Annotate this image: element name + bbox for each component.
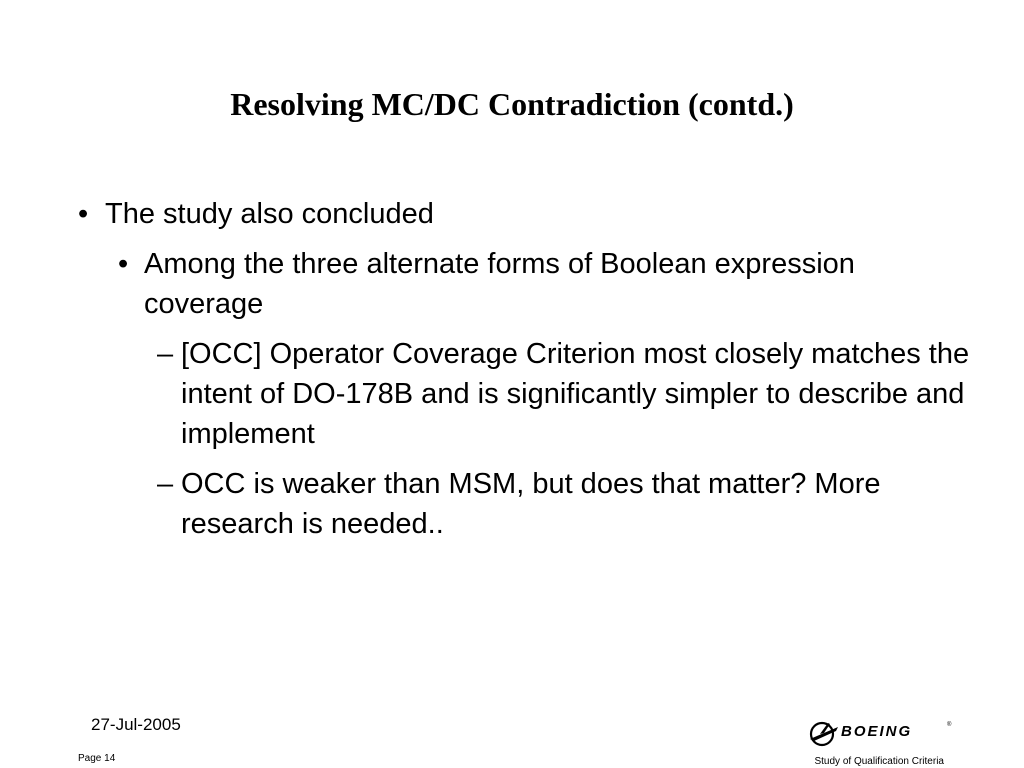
page-number: Page 14 <box>78 753 116 764</box>
bullet-text: [OCC] Operator Coverage Criterion most closely matches the intent of DO-178B and is significantly simpler to describe and implement <box>181 338 970 450</box>
footer-date: 27-Jul-2005 <box>91 715 181 734</box>
bullet-marker: • <box>118 248 129 280</box>
registered-mark: ® <box>947 722 952 728</box>
footer-caption: Study of Qualification Criteria <box>814 756 944 767</box>
dash-marker: – <box>157 338 174 370</box>
logo-wordmark: BOEING <box>841 723 913 740</box>
bullet-marker: • <box>78 198 89 230</box>
dash-marker: – <box>157 468 174 500</box>
slide-title: Resolving MC/DC Contradiction (contd.) <box>230 86 794 122</box>
bullet-text: The study also concluded <box>105 198 434 230</box>
boeing-logo <box>808 717 958 753</box>
bullet-text: Among the three alternate forms of Boolean expression coverage <box>144 248 855 320</box>
boeing-symbol-icon <box>808 717 840 751</box>
bullet-text: OCC is weaker than MSM, but does that matter? More research is needed.. <box>181 468 881 540</box>
